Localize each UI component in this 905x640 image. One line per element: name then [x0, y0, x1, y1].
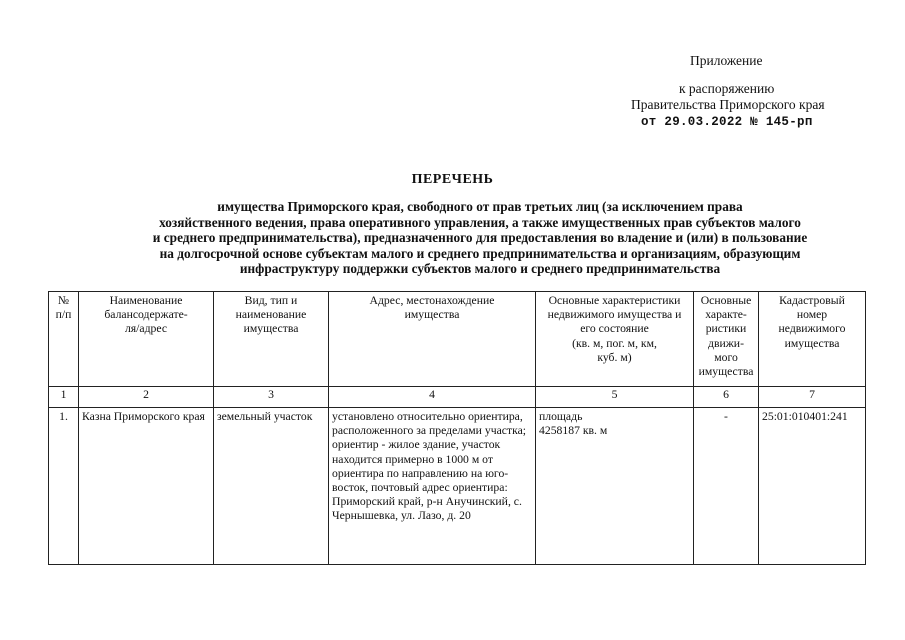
header-cell-type: Вид, тип и наименование имущества [214, 292, 329, 387]
table-header-row [49, 292, 866, 387]
column-number: 6 [694, 387, 759, 408]
document-title: ПЕРЕЧЕНЬ [411, 172, 494, 187]
appendix-date-number: от 29.03.2022 № 145-рп [641, 115, 813, 129]
row-cadastral: 25:01:010401:241 [759, 408, 866, 565]
header-cell-movable: Основные характе- ристики движи- мого имущества [694, 292, 759, 387]
header-cell-holder: Наименование балансодержате- ля/адрес [79, 292, 214, 387]
table-column-numbers-row [49, 387, 866, 408]
subtitle-line: инфраструктуру поддержки субъектов малого и среднего предпринимательства [239, 261, 721, 277]
column-number: 2 [79, 387, 214, 408]
column-number: 4 [329, 387, 536, 408]
header-cell-cadastral: Кадастровый номер недвижимого имущества [759, 292, 866, 387]
header-cell-number: № п/п [49, 292, 79, 387]
row-movable: - [694, 408, 759, 565]
row-address: установлено относительно ориентира, расположенного за пределами участка; ориентир - жилое здание, участок находится примерно в 1000 м от ориентира по направлению на юго-восток, почтовый адрес ориентира: Приморский край, р-н Анучинский, с. Чернышевка, ул. Лазо, д. 20 [329, 408, 536, 565]
subtitle-line: и среднего предпринимательства), предназначенного для предоставления во владение и (или) в пользование [152, 230, 808, 246]
subtitle-line: на долгосрочной основе субъектам малого и среднего предпринимательства и организациям, образующим [159, 245, 801, 261]
column-number: 3 [214, 387, 329, 408]
subtitle-line: хозяйственного ведения, права оперативного управления, а также имущественных прав субъектов малого [159, 214, 801, 230]
row-number: 1. [49, 408, 79, 565]
header-cell-characteristics: Основные характеристики недвижимого имущества и его состояние (кв. м, пог. м, км, куб. м) [536, 292, 694, 387]
document-subtitle [70, 199, 890, 277]
row-holder: Казна Приморского края [79, 408, 214, 565]
table-row [49, 408, 866, 565]
column-number: 1 [49, 387, 79, 408]
appendix-title: Приложение [690, 53, 763, 68]
column-number: 7 [759, 387, 866, 408]
header-cell-address: Адрес, местонахождение имущества [329, 292, 536, 387]
row-type: земельный участок [214, 408, 329, 565]
appendix-order: к распоряжению [679, 81, 775, 96]
row-characteristics: площадь 4258187 кв. м [536, 408, 694, 565]
subtitle-line: имущества Приморского края, свободного от прав третьих лиц (за исключением права [217, 199, 743, 214]
appendix-government: Правительства Приморского края [631, 97, 825, 112]
property-table [48, 291, 866, 565]
column-number: 5 [536, 387, 694, 408]
